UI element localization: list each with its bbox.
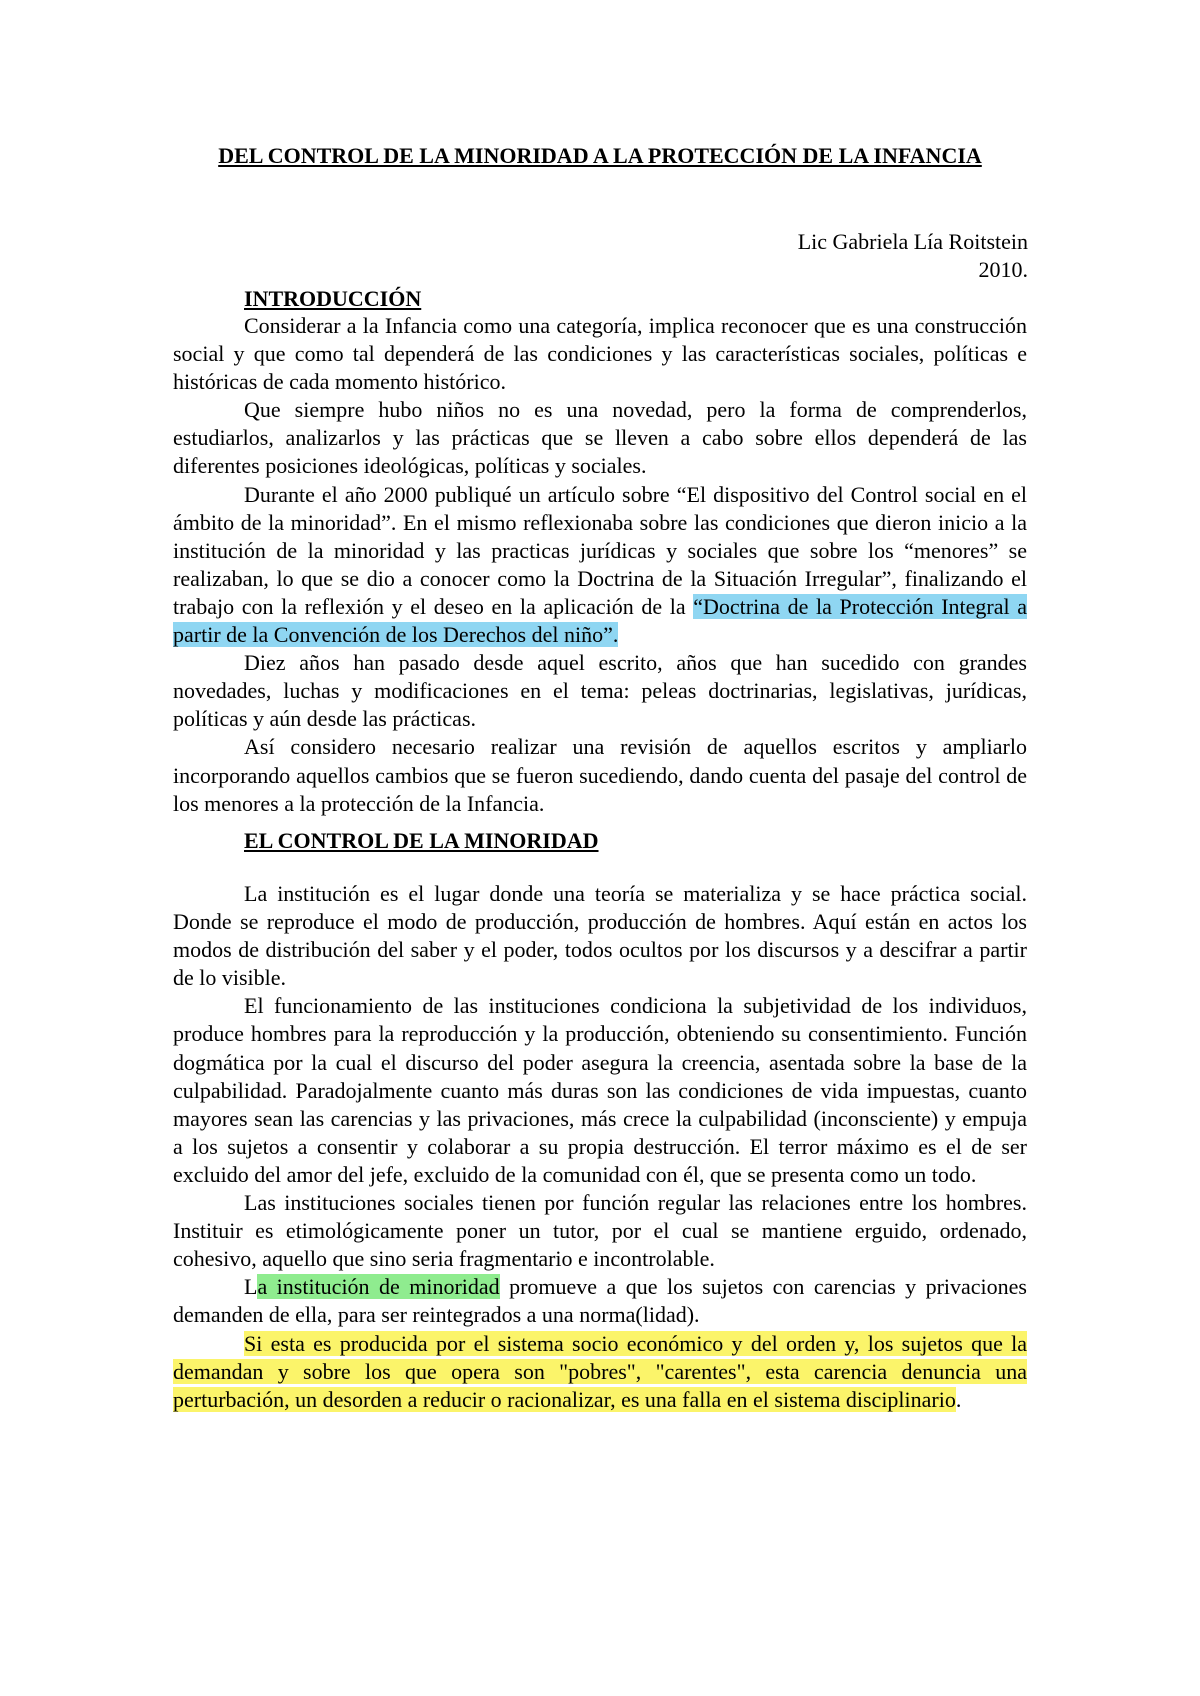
highlight-yellow-sistema: Si esta es producida por el sistema socio económico y del orden y, los sujetos que la demandan y sobre los que opera son "pobres", "carentes", esta carencia denuncia una perturbación, un desorden a reducir o racionalizar, es una falla en el sistema disciplinario [173, 1330, 1027, 1412]
control-paragraph-3: Las instituciones sociales tienen por función regular las relaciones entre los hombres. Instituir es etimológicamente poner un tutor, por el cual se mantiene erguido, ordenado, cohesivo, aquello que sino seria fragmentario e incontrolable. [173, 1190, 1027, 1272]
author-name: Lic Gabriela Lía Roitstein [797, 229, 1028, 254]
document-title: DEL CONTROL DE LA MINORIDAD A LA PROTECCIÓN DE LA INFANCIA [218, 143, 982, 168]
intro-paragraph-3-text: Durante el año 2000 publiqué un artículo sobre “El dispositivo del Control social en el ámbito de la minoridad”. En el mismo reflexionaba sobre las condiciones que dieron inicio a la institución de la minoridad y las practicas jurídicas y sociales que sobre los “menores” se realizaban, lo que se dio a conocer como la Doctrina de la Situación Irregular”, finalizando el trabajo con la reflexión y el deseo en la aplicación de la [173, 481, 1027, 619]
control-paragraph-4-rest: promueve a que los sujetos con carencias y privaciones demanden de ella, para ser reintegrados a una norma(lidad). [173, 1274, 1027, 1328]
intro-paragraph-3 [173, 481, 1027, 650]
document-year: 2010. [978, 257, 1028, 282]
highlight-green-institucion: a institución de minoridad [257, 1274, 500, 1300]
highlight-blue-doctrina: “Doctrina de la Protección Integral a partir de la Convención de los Derechos del niño”. [173, 593, 1028, 648]
intro-paragraph-2: Que siempre hubo niños no es una novedad, pero la forma de comprenderlos, estudiarlos, analizarlos y las prácticas que se lleven a cabo sobre ellos dependerá de las diferentes posiciones ideológicas, políticas y sociales. [173, 397, 1027, 479]
control-paragraph-5 [173, 1330, 1027, 1414]
section-introduccion [173, 312, 1027, 818]
heading-control-minoridad: EL CONTROL DE LA MINORIDAD [244, 828, 599, 853]
intro-paragraph-5: Así considero necesario realizar una revisión de aquellos escritos y ampliarlo incorporando aquellos cambios que se fueron sucediendo, dando cuenta del pasaje del control de los menores a la protección de la Infancia. [173, 734, 1027, 816]
section-control-minoridad [173, 880, 1027, 1414]
author-block [798, 228, 1028, 284]
control-paragraph-1: La institución es el lugar donde una teoría se materializa y se hace práctica social. Donde se reproduce el modo de producción, producción de hombres. Aquí están en actos los modos de distribución del saber y el poder, todos ocultos por los discursos y a descifrar a partir de lo visible. [173, 881, 1027, 991]
control-paragraph-5-end: . [955, 1386, 962, 1412]
control-paragraph-4 [173, 1273, 1027, 1329]
control-paragraph-2: El funcionamiento de las instituciones condiciona la subjetividad de los individuos, produce hombres para la reproducción y la producción, obteniendo su consentimiento. Función dogmática por la cual el discurso del poder asegura la creencia, asentada sobre la base de la culpabilidad. Paradojalmente cuanto más duras son las condiciones de vida impuestas, cuanto mayores sean las carencias y las privaciones, más crece la culpabilidad (inconsciente) y empuja a los sujetos a consentir y colaborar a su propia destrucción. El terror máximo es el de ser excluido del amor del jefe, excluido de la comunidad con él, que se presenta como un todo. [173, 993, 1027, 1187]
intro-paragraph-4: Diez años han pasado desde aquel escrito, años que han sucedido con grandes novedades, luchas y modificaciones en el tema: peleas doctrinarias, legislativas, jurídicas, políticas y aún desde las prácticas. [173, 650, 1027, 732]
control-paragraph-4-start: L [244, 1274, 258, 1300]
heading-introduccion: INTRODUCCIÓN [244, 286, 422, 311]
intro-paragraph-1: Considerar a la Infancia como una categoría, implica reconocer que es una construcción social y que como tal dependerá de las condiciones y las características sociales, políticas e históricas de cada momento histórico. [173, 313, 1027, 395]
